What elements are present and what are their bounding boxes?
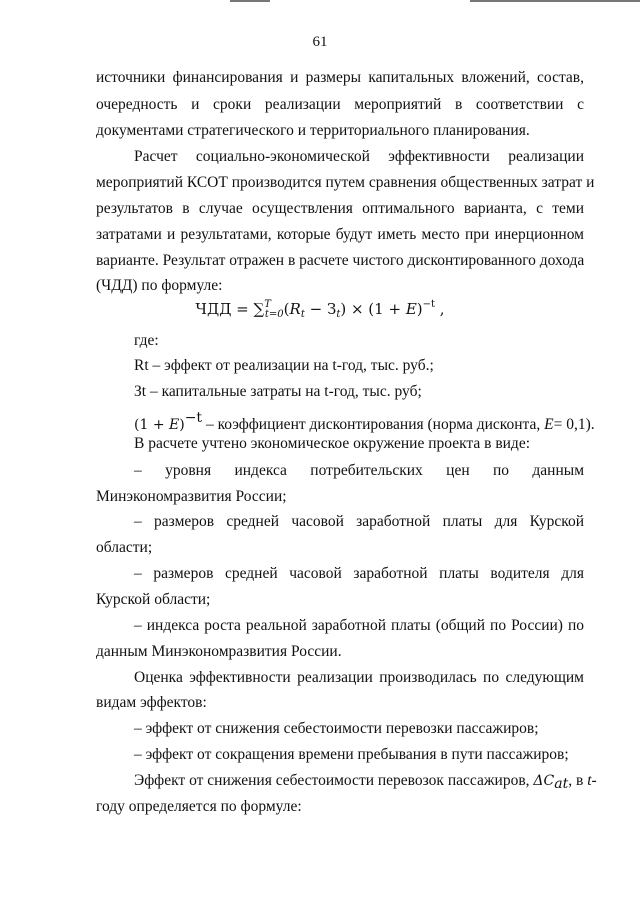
list-item-cont: данным Минэкономразвития России. — [96, 643, 342, 660]
text-line: очередность и сроки реализации мероприятий в соответствии с — [96, 96, 584, 113]
scan-edge-line — [230, 0, 270, 2]
list-item-cont: области; — [96, 539, 153, 556]
text-line: видам эффектов: — [96, 694, 207, 711]
effect-item: – эффект от сокращения времени пребывания в пути пассажиров; — [134, 746, 569, 763]
page-number: 61 — [312, 34, 328, 50]
text-line: результатов в случае осуществления оптимального варианта, с теми — [96, 200, 584, 217]
text-line: документами стратегического и территориального планирования. — [96, 122, 530, 139]
scan-edge-line — [470, 0, 640, 2]
text-line: мероприятий КСОТ производится путем сравнения общественных затрат и — [96, 174, 595, 191]
definition-rt: Rt – эффект от реализации на t-год, тыс. руб.; — [134, 357, 434, 374]
text-line: Эффект от снижения себестоимости перевозок пассажиров, ΔCat, в t- — [134, 772, 597, 792]
effect-item: – эффект от снижения себестоимости перевозки пассажиров; — [134, 720, 539, 737]
where-label: где: — [134, 332, 159, 349]
list-item: – индекса роста реальной заработной платы (общий по России) по — [134, 617, 584, 634]
list-item: – размеров средней часовой заработной платы водителя для — [134, 565, 584, 582]
text-line: варианте. Результат отражен в расчете чистого дисконтированного дохода — [96, 252, 585, 269]
list-item: – уровня индекса потребительских цен по данным — [134, 462, 584, 479]
list-item: – размеров средней часовой заработной платы для Курской — [134, 513, 584, 530]
text-line: году определяется по формуле: — [96, 798, 302, 815]
text-line: (ЧДД) по формуле: — [96, 277, 223, 294]
npv-formula: ЧДД = $\sum^T_{t=0}(R_t - З_t) \times (1 + E)^{-t}$ , — [195, 299, 445, 320]
list-item-cont: Минэкономразвития России; — [96, 488, 287, 505]
list-item-cont: Курской области; — [96, 591, 211, 608]
text-line: затратами и результатами, которые будут иметь место при инерционном — [96, 226, 584, 243]
environment-intro: В расчете учтено экономическое окружение проекта в виде: — [134, 435, 530, 452]
text-line: Оценка эффективности реализации производилась по следующим — [134, 669, 584, 686]
text-line: Расчет социально-экономической эффективности реализации — [134, 148, 584, 165]
definition-zt: Зt – капитальные затраты на t-год, тыс. руб; — [134, 383, 422, 400]
definition-discount: (1 + E)−t – коэффициент дисконтирования (норма дисконта, E= 0,1). — [134, 410, 595, 433]
text-line: источники финансирования и размеры капитальных вложений, состав, — [96, 69, 584, 86]
